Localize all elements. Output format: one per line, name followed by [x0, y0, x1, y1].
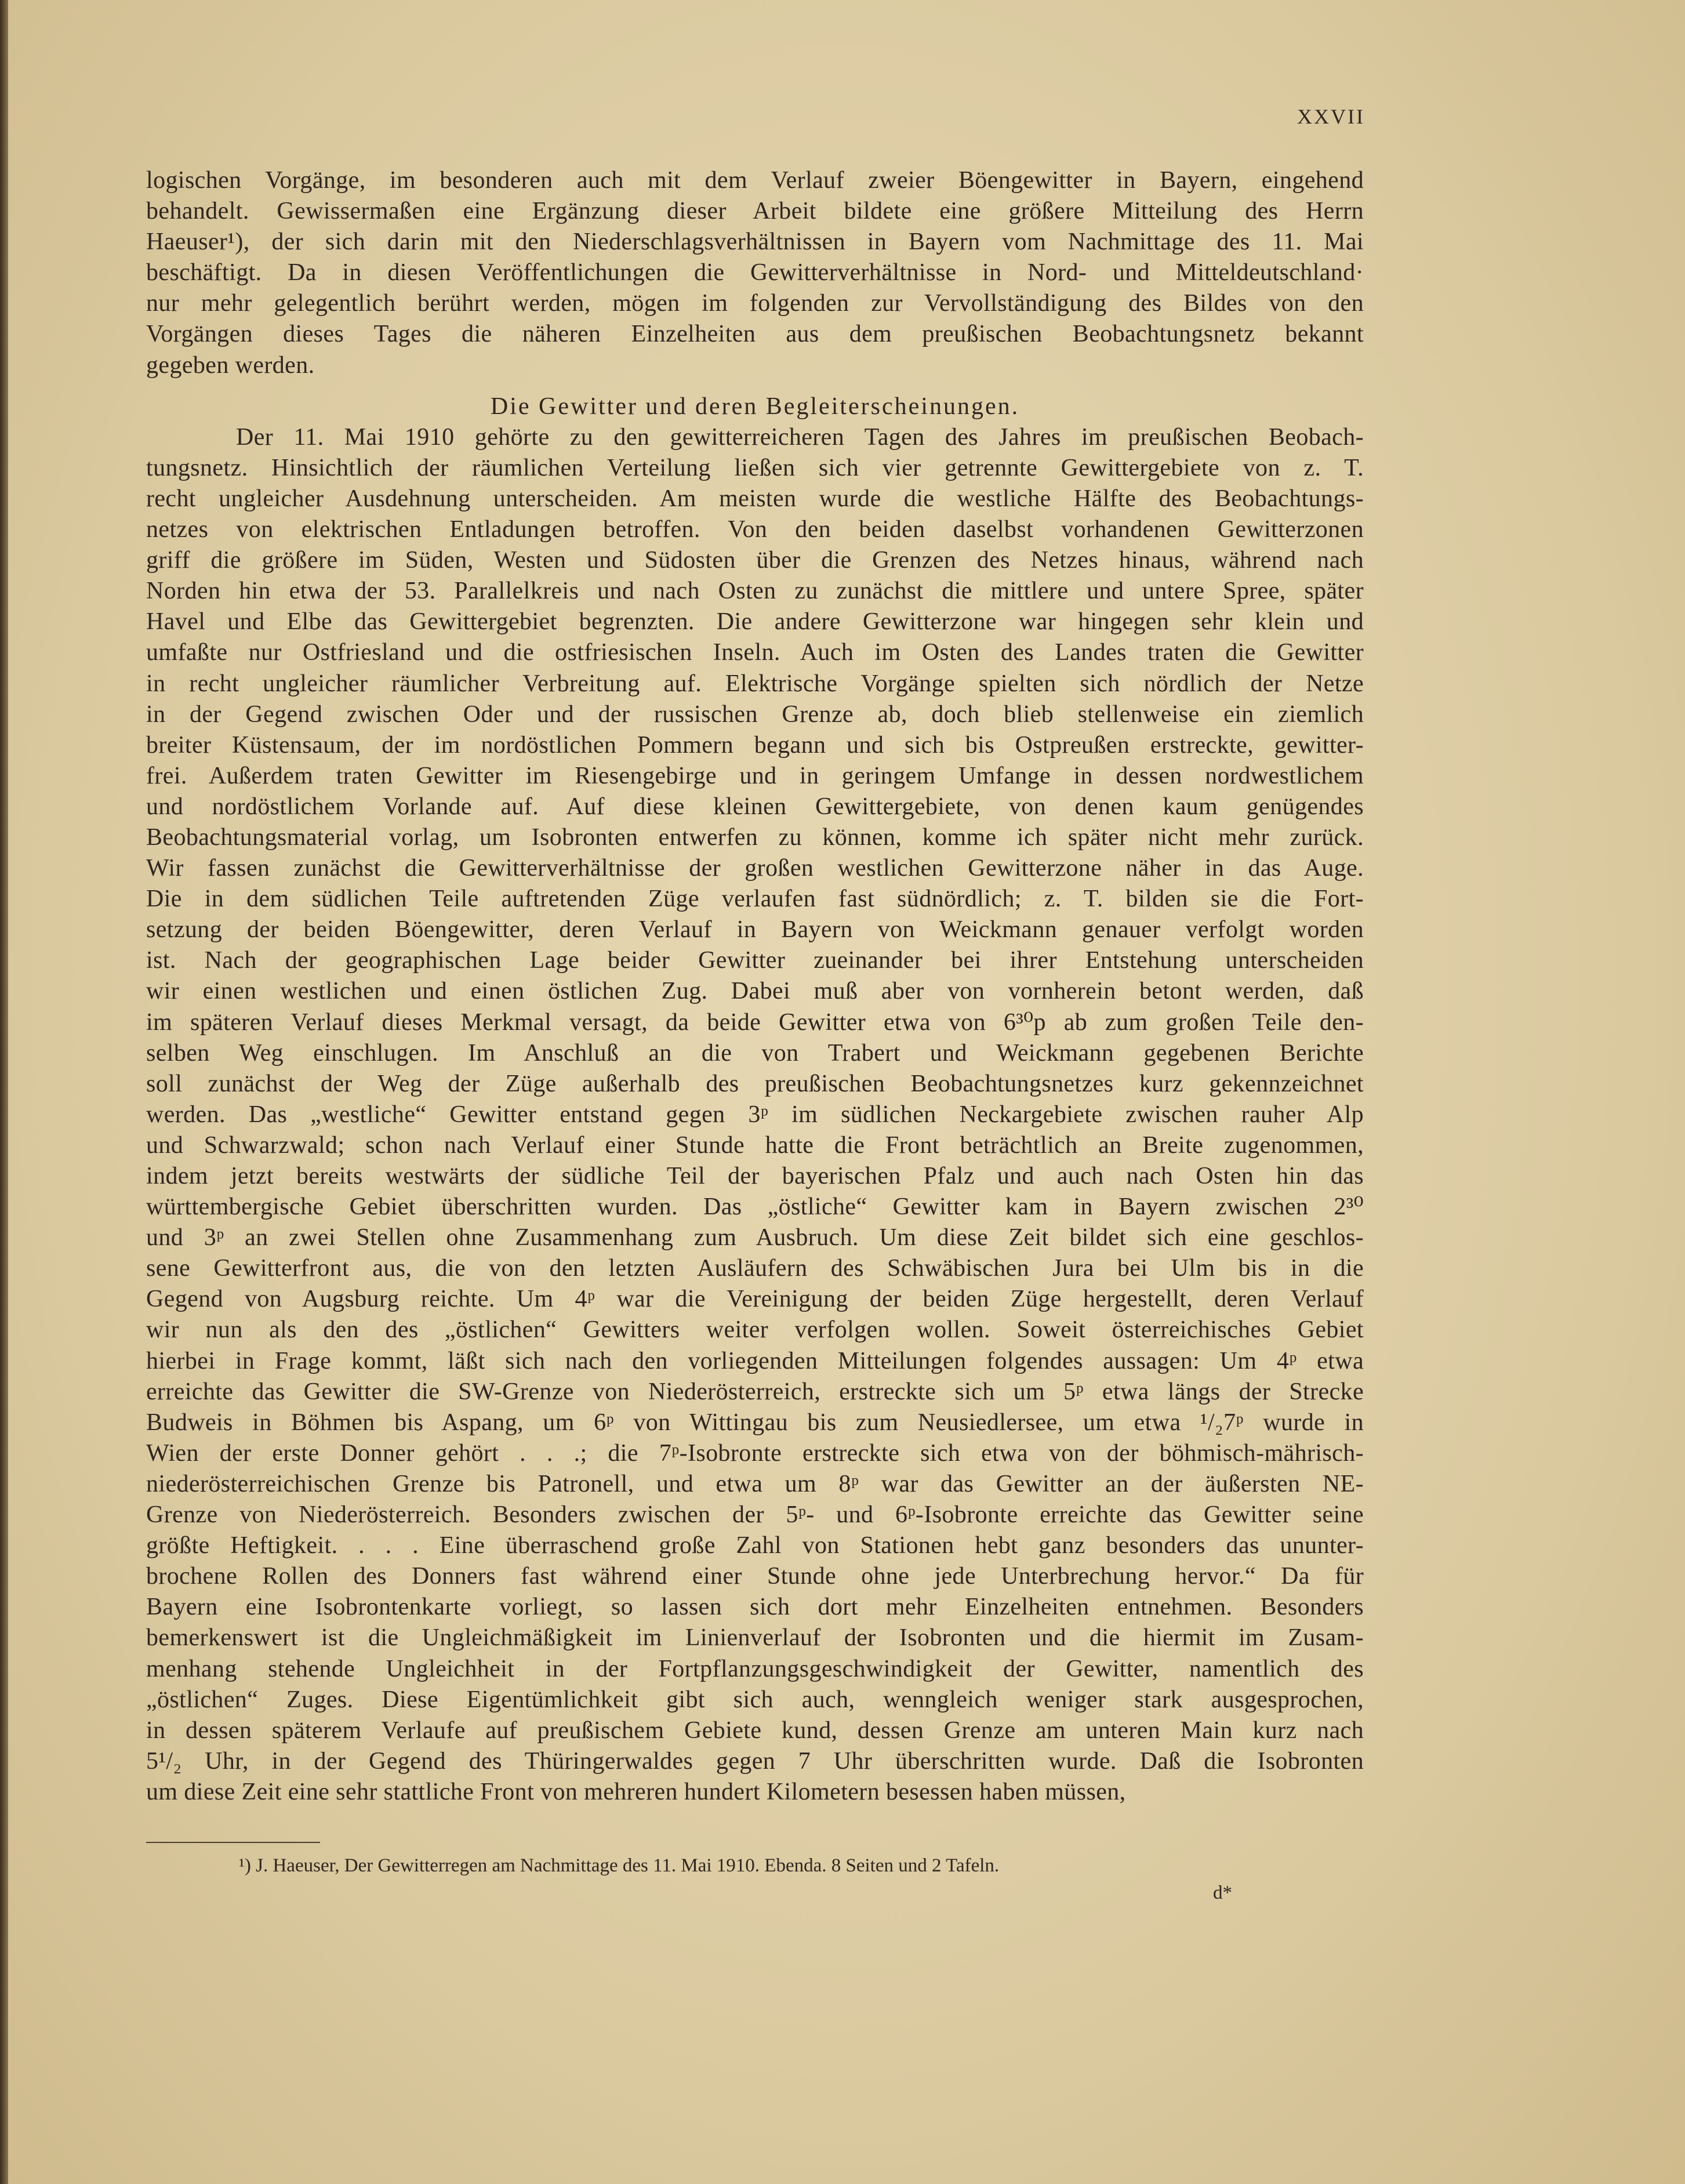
text-line: hierbei in Frage kommt, läßt sich nach den vorliegenden Mitteilungen folgendes aussagen: Um 4ᵖ etwa: [146, 1347, 1364, 1374]
text-line: soll zunächst der Weg der Züge außerhalb des preußischen Beobachtungsnetzes kurz gekennzeichnet: [146, 1070, 1364, 1097]
text-line: breiter Küstensaum, der im nordöstlichen Pommern begann und sich bis Ostpreußen erstreckte, gewitter-: [146, 731, 1364, 759]
footnote: ¹) J. Haeuser, Der Gewitterregen am Nachmittage des 11. Mai 1910. Ebenda. 8 Seiten und 2 Tafeln.: [239, 1855, 1000, 1876]
text-line: größte Heftigkeit. . . . Eine überraschend große Zahl von Stationen hebt ganz besonders das ununter-: [146, 1532, 1364, 1559]
text-line: und 3ᵖ an zwei Stellen ohne Zusammenhang zum Ausbruch. Um diese Zeit bildet sich eine geschlos-: [146, 1224, 1364, 1251]
text-line: und Schwarzwald; schon nach Verlauf einer Stunde hatte die Front beträchtlich an Breite zugenommen,: [146, 1131, 1364, 1159]
page-edge-shadow: [0, 0, 8, 2184]
text-line: bemerkenswert ist die Ungleichmäßigkeit im Linienverlauf der Isobronten und die hiermit im Zusam-: [146, 1624, 1364, 1652]
text-line: Wien der erste Donner gehört . . .; die 7ᵖ-Isobronte erstreckte sich etwa von der böhmisch-mährisch-: [146, 1439, 1364, 1467]
text-line: griff die größere im Süden, Westen und Südosten über die Grenzen des Netzes hinaus, während nach: [146, 547, 1364, 574]
text-line: Vorgängen dieses Tages die näheren Einzelheiten aus dem preußischen Beobachtungsnetz bekannt: [146, 321, 1364, 348]
text-line: setzung der beiden Böengewitter, deren Verlauf in Bayern von Weickmann genauer verfolgt worden: [146, 916, 1364, 944]
footnote-rule: [146, 1842, 320, 1843]
text-line: recht ungleicher Ausdehnung unterscheiden. Am meisten wurde die westliche Hälfte des Beobachtungs-: [146, 485, 1364, 512]
text-line: netzes von elektrischen Entladungen betroffen. Von den beiden daselbst vorhandenen Gewitterzonen: [146, 516, 1364, 543]
text-line: sene Gewitterfront aus, die von den letzten Ausläufern des Schwäbischen Jura bei Ulm bis in die: [146, 1255, 1364, 1282]
text-line: werden. Das „westliche“ Gewitter entstand gegen 3ᵖ im südlichen Neckargebiete zwischen rauher Alp: [146, 1101, 1364, 1128]
text-line: brochene Rollen des Donners fast während einer Stunde ohne jede Unterbrechung hervor.“ Da für: [146, 1563, 1364, 1590]
section-heading: Die Gewitter und deren Begleiterscheinungen.: [490, 393, 1020, 420]
text-line: Norden hin etwa der 53. Parallelkreis und nach Osten zu zunächst die mittlere und untere Spree, später: [146, 578, 1364, 605]
text-line: in der Gegend zwischen Oder und der russischen Grenze ab, doch blieb stellenweise ein ziemlich: [146, 701, 1364, 728]
text-line: Bayern eine Isobrontenkarte vorliegt, so lassen sich dort mehr Einzelheiten entnehmen. Besonders: [146, 1594, 1364, 1621]
text-line: erreichte das Gewitter die SW-Grenze von Niederösterreich, erstreckte sich um 5ᵖ etwa längs der Strecke: [146, 1378, 1364, 1405]
text-line: Grenze von Niederösterreich. Besonders zwischen der 5ᵖ- und 6ᵖ-Isobronte erreichte das Gewitter seine: [146, 1501, 1364, 1529]
text-line: niederösterreichischen Grenze bis Patronell, und etwa um 8ᵖ war das Gewitter an der äußersten NE-: [146, 1470, 1364, 1497]
text-line: gegeben werden.: [146, 351, 315, 379]
text-line: württembergische Gebiet überschritten wurden. Das „östliche“ Gewitter kam in Bayern zwischen 2³⁰: [146, 1193, 1364, 1221]
text-line: wir nun als den des „östlichen“ Gewitters weiter verfolgen wollen. Soweit österreichisches Gebiet: [146, 1316, 1364, 1344]
text-block: [146, 165, 1364, 1808]
intro-paragraph: [146, 165, 1364, 381]
text-line: logischen Vorgänge, im besonderen auch mit dem Verlauf zweier Böengewitter in Bayern, eingehend: [146, 167, 1364, 194]
text-line: Beobachtungsmaterial vorlag, um Isobronten entwerfen zu können, komme ich später nicht mehr zurück.: [146, 823, 1364, 851]
text-line: Budweis in Böhmen bis Aspang, um 6ᵖ von Wittingau bis zum Neusiedlersee, um etwa ¹/₂7ᵖ wurde in: [146, 1409, 1364, 1436]
text-line: tungsnetz. Hinsichtlich der räumlichen Verteilung ließen sich vier getrennte Gewittergebiete von z. T.: [146, 454, 1364, 481]
text-line: indem jetzt bereits westwärts der südliche Teil der bayerischen Pfalz und auch nach Osten hin das: [146, 1163, 1364, 1189]
text-line: um diese Zeit eine sehr stattliche Front von mehreren hundert Kilometern besessen haben müssen,: [146, 1778, 1126, 1805]
signature-mark: d*: [1213, 1882, 1232, 1903]
text-line: frei. Außerdem traten Gewitter im Riesengebirge und in geringem Umfange in dessen nordwestlichem: [146, 762, 1364, 789]
page-number: XXVII: [1297, 105, 1365, 128]
text-line: menhang stehende Ungleichheit in der Fortpflanzungsgeschwindigkeit der Gewitter, namentlich des: [146, 1655, 1364, 1682]
text-line: 5¹/₂ Uhr, in der Gegend des Thüringerwaldes gegen 7 Uhr überschritten wurde. Daß die Isobronten: [146, 1747, 1364, 1775]
text-line: Havel und Elbe das Gewittergebiet begrenzten. Die andere Gewitterzone war hingegen sehr klein und: [146, 608, 1364, 636]
text-line: selben Weg einschlugen. Im Anschluß an die von Trabert und Weickmann gegebenen Berichte: [146, 1039, 1364, 1066]
text-line: beschäftigt. Da in diesen Veröffentlichungen die Gewitterverhältnisse in Nord- und Mitteldeutschland·: [146, 259, 1364, 286]
body-paragraph: [146, 422, 1364, 1808]
text-line: in dessen späterem Verlaufe auf preußischem Gebiete kund, dessen Grenze am unteren Main kurz nach: [146, 1717, 1364, 1744]
text-line: „östlichen“ Zuges. Diese Eigentümlichkeit gibt sich auch, wenngleich weniger stark ausgesprochen,: [146, 1686, 1364, 1713]
text-line: ist. Nach der geographischen Lage beider Gewitter zueinander bei ihrer Entstehung unterscheiden: [146, 947, 1364, 974]
text-line: Die in dem südlichen Teile auftretenden Züge verlaufen fast südnördlich; z. T. bilden sie die Fort-: [146, 886, 1364, 913]
text-line: Gegend von Augsburg reichte. Um 4ᵖ war die Vereinigung der beiden Züge hergestellt, deren Verlauf: [146, 1286, 1364, 1313]
text-line: umfaßte nur Ostfriesland und die ostfriesischen Inseln. Auch im Osten des Landes traten die Gewitter: [146, 639, 1364, 666]
text-line: Haeuser¹), der sich darin mit den Niederschlagsverhältnissen in Bayern vom Nachmittage des 11. Mai: [146, 228, 1364, 256]
text-line: Der 11. Mai 1910 gehörte zu den gewitterreicheren Tagen des Jahres im preußischen Beobach-: [236, 423, 1364, 451]
text-line: in recht ungleicher räumlicher Verbreitung auf. Elektrische Vorgänge spielten sich nördlich der Netze: [146, 670, 1364, 697]
text-line: und nordöstlichem Vorlande auf. Auf diese kleinen Gewittergebiete, von denen kaum genügendes: [146, 793, 1364, 820]
text-line: im späteren Verlauf dieses Merkmal versagt, da beide Gewitter etwa von 6³⁰p ab zum großen Teile den-: [146, 1008, 1364, 1036]
text-line: nur mehr gelegentlich berührt werden, mögen im folgenden zur Vervollständigung des Bildes von den: [146, 290, 1364, 317]
text-line: behandelt. Gewissermaßen eine Ergänzung dieser Arbeit bildete eine größere Mitteilung des Herrn: [146, 198, 1364, 225]
text-line: wir einen westlichen und einen östlichen Zug. Dabei muß aber von vornherein betont werden, daß: [146, 978, 1364, 1005]
text-line: Wir fassen zunächst die Gewitterverhältnisse der großen westlichen Gewitterzone näher in das Auge.: [146, 855, 1364, 882]
